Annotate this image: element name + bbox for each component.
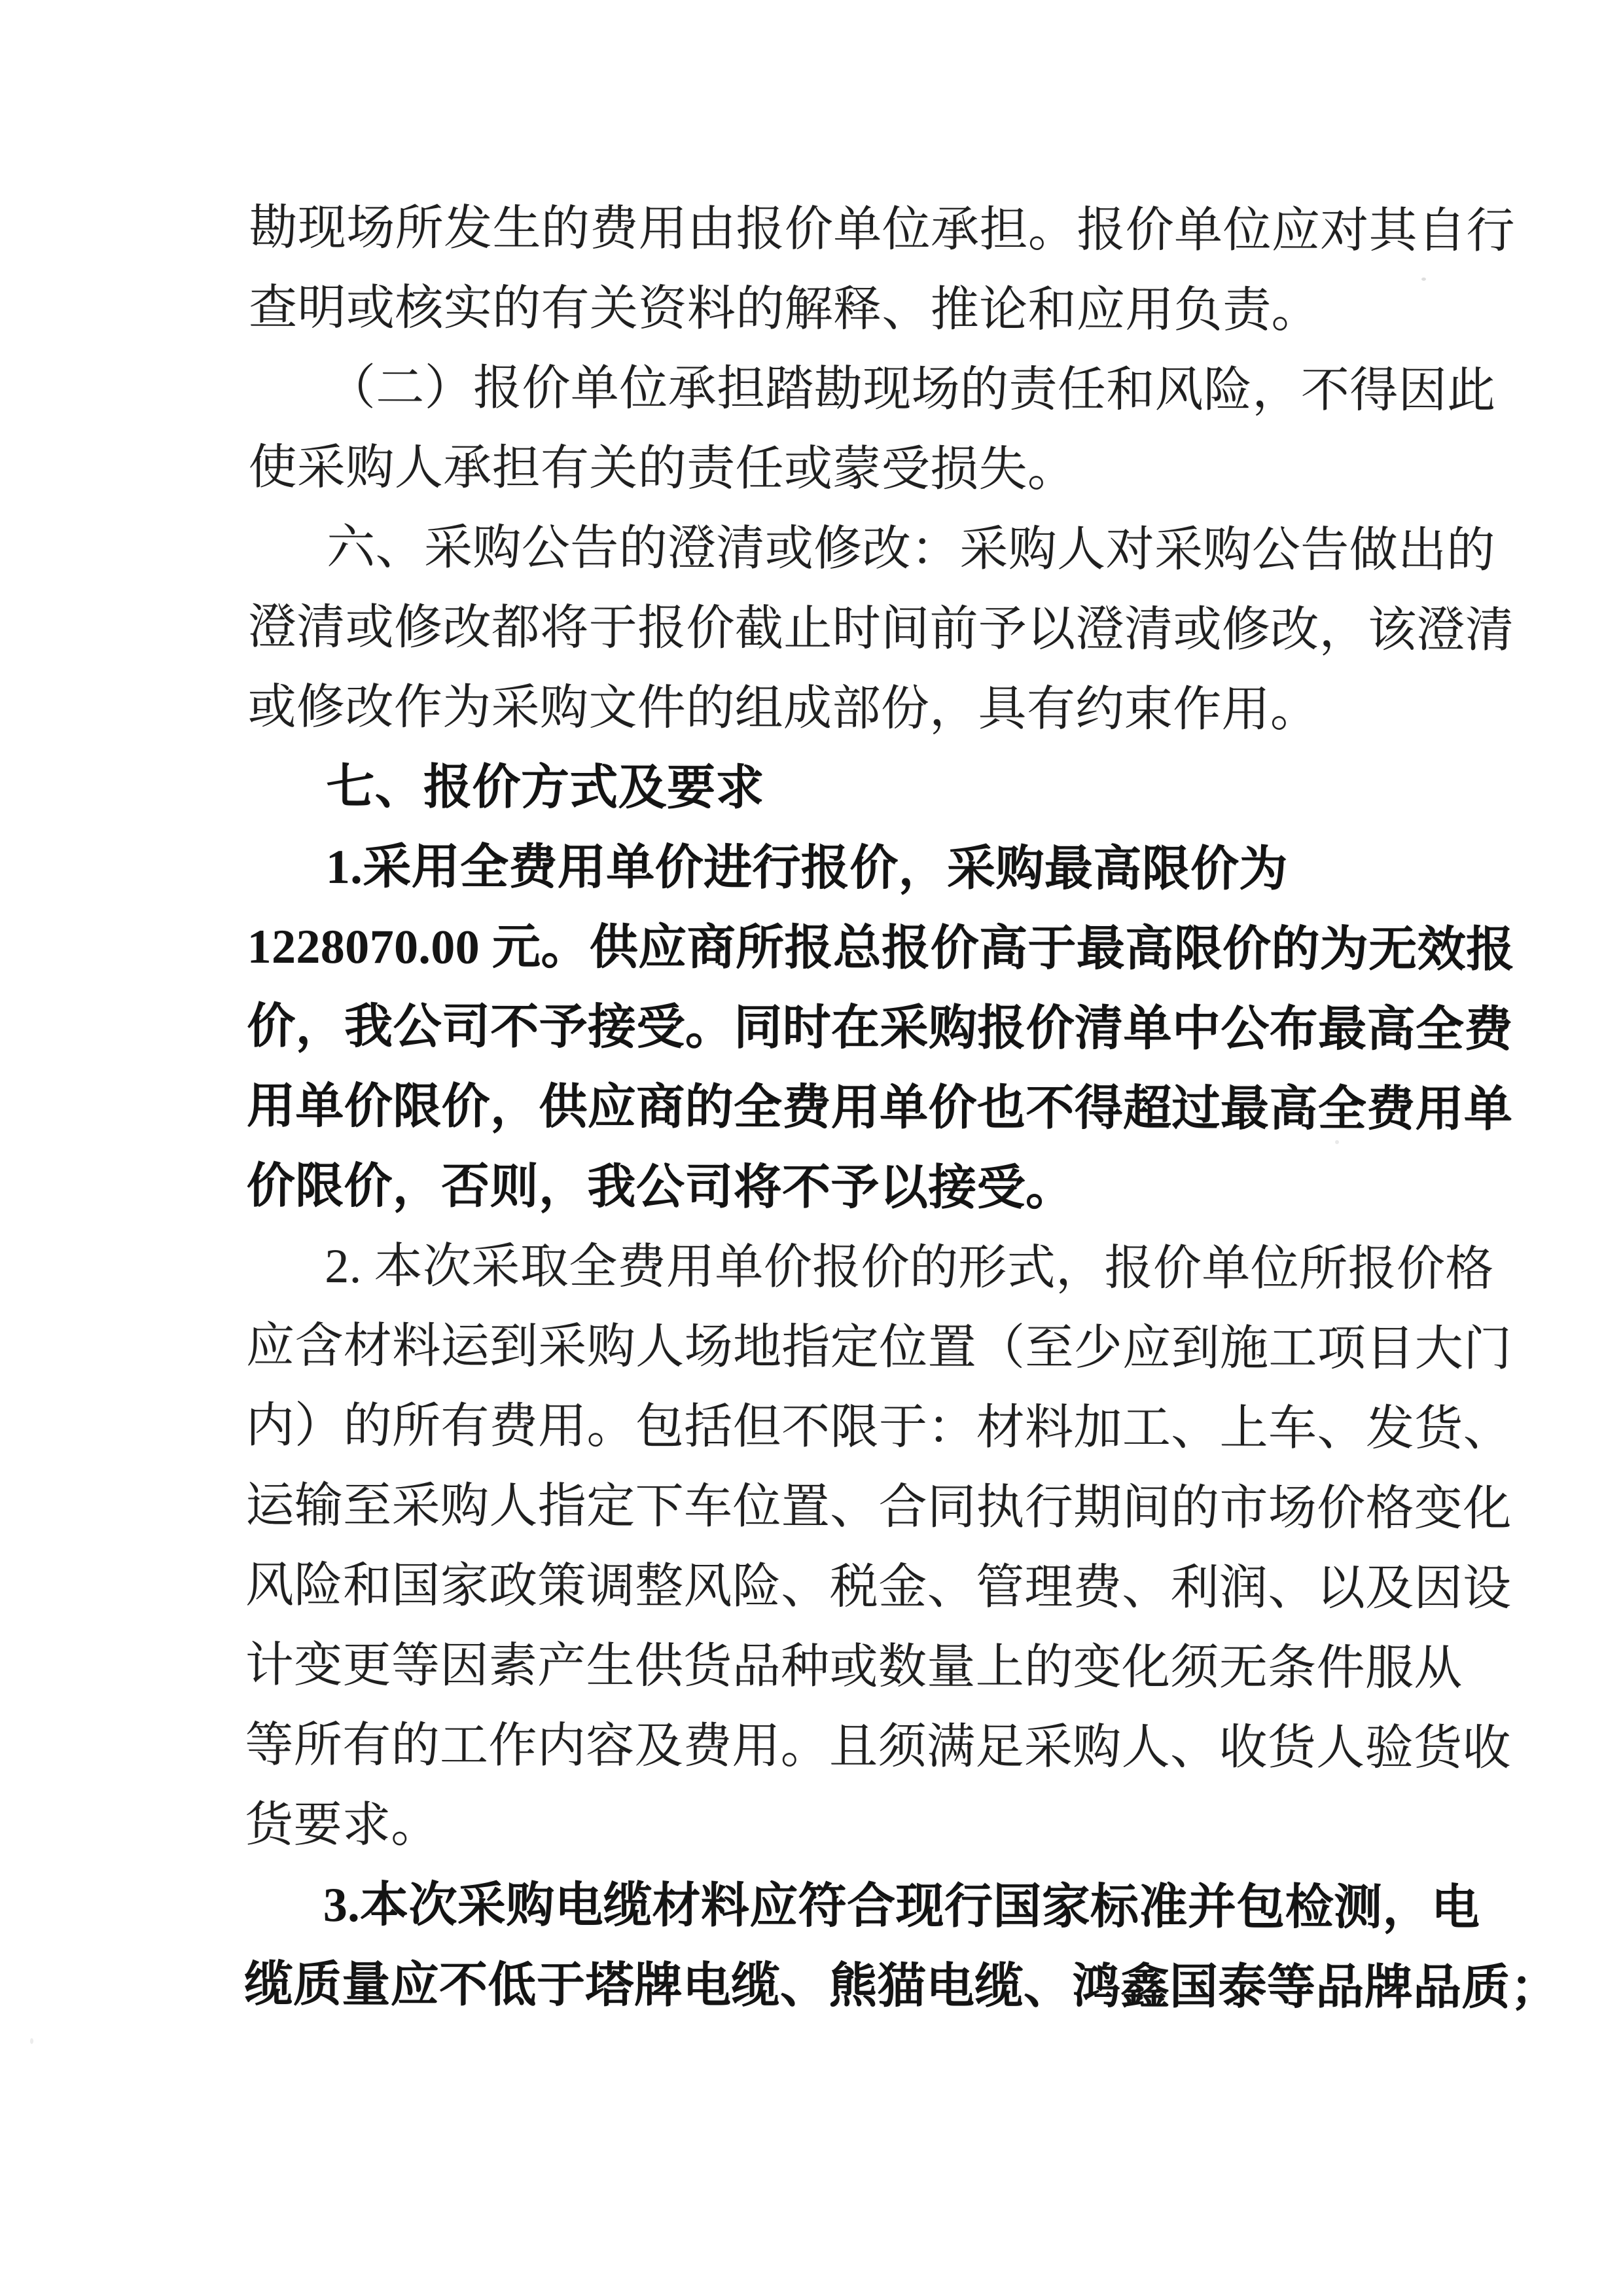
- line-23: 缆质量应不低于塔牌电缆、熊猫电缆、鸿鑫国泰等品牌品质；: [244, 1958, 1560, 2015]
- line-05: 六、采购公告的澄清或修改：采购人对采购公告做出的: [327, 521, 1495, 578]
- line-02: 查明或核实的有关资料的解释、推论和应用负责。: [249, 281, 1321, 338]
- line-03: （二）报价单位承担踏勘现场的责任和风险，不得因此: [327, 361, 1496, 418]
- line-11: 价，我公司不予接受。同时在采购报价清单中公布最高全费: [247, 999, 1513, 1057]
- line-09: 1.采用全费用单价进行报价，采购最高限价为: [325, 840, 1288, 897]
- scan-speck: [1335, 1140, 1339, 1144]
- line-19: 计变更等因素产生供货品种或数量上的变化须无条件服从: [245, 1638, 1463, 1696]
- line-21: 货要求。: [245, 1798, 440, 1853]
- line-10-max-price: 1228070.00 元。供应商所报总报价高于最高限价的为无效报: [247, 920, 1515, 977]
- section-heading-quotation-requirements: 七、报价方式及要求: [326, 761, 764, 816]
- line-07: 或修改作为采购文件的组成部份，具有约束作用。: [247, 680, 1319, 738]
- line-04: 使采购人承担有关的责任或蒙受损失。: [248, 440, 1077, 497]
- line-12: 用单价限价，供应商的全费用单价也不得超过最高全费用单: [246, 1079, 1513, 1137]
- line-01: 勘现场所发生的费用由报价单位承担。报价单位应对其自行: [249, 201, 1516, 259]
- scan-speck: [30, 2038, 33, 2044]
- line-15: 应含材料运到采购人场地指定位置（至少应到施工项目大门: [245, 1319, 1512, 1376]
- line-06: 澄清或修改都将于报价截止时间前予以澄清或修改，该澄清: [247, 600, 1514, 658]
- line-18: 风险和国家政策调整风险、税金、管理费、利润、以及因设: [245, 1558, 1512, 1616]
- line-22: 3.本次采购电缆材料应符合现行国家标准并包检测，电: [323, 1878, 1480, 1935]
- scan-speck: [1421, 278, 1426, 281]
- line-13: 价限价，否则，我公司将不予以接受。: [246, 1159, 1075, 1216]
- line-17: 运输至采购人指定下车位置、合同执行期间的市场价格变化: [245, 1479, 1512, 1536]
- line-14: 2. 本次采取全费用单价报价的形式，报价单位所报价格: [325, 1240, 1494, 1297]
- scanned-text-block: [0, 188, 1623, 2028]
- line-20: 等所有的工作内容及费用。且须满足采购人、收货人验货收: [245, 1718, 1511, 1776]
- line-16: 内）的所有费用。包括但不限于：材料加工、上车、发货、: [245, 1399, 1512, 1456]
